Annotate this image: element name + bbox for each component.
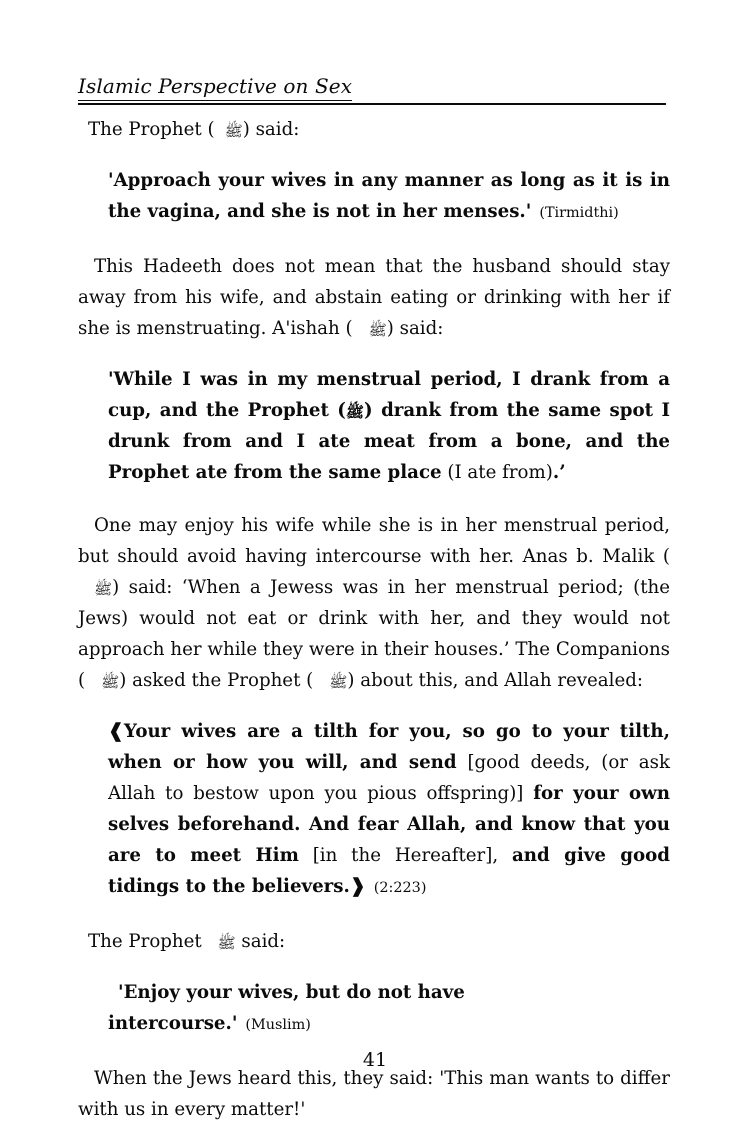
body-paragraph-2-part-d: ) about this, and Allah revealed: [347,670,644,691]
quran-verse-reference: (2:223) [373,880,427,896]
hadith-quote-2 [108,364,670,488]
page-number: 41 [362,1049,388,1071]
body-paragraph-2-part-c: ) asked the Prophet ( [119,670,314,691]
body-paragraph-2 [78,510,670,696]
hadith-quote-1-attribution: (Tirmidthi) [539,205,619,221]
lead-1-text-after: ) said: [242,119,300,140]
hadith-quote-1 [108,165,670,229]
hadith-quote-3-attribution: (Muslim) [245,1017,311,1033]
body-paragraph-2-part-a: One may enjoy his wife while she is in her menstrual period, but should avoid having intercourse with her. Anas b. Malik ( [78,515,670,567]
header-title: Islamic Perspective on Sex [78,74,352,101]
hadith-quote-2-part-b: ) drank from the same spot I drunk from and I ate meat from a bone, and the Prophet ate from the same place [108,400,670,483]
quran-open-bracket-icon: ❰ [108,720,124,742]
body-paragraph-1-part-b: ) said: [386,318,444,339]
salawat-icon: ﷺ [329,673,348,691]
body-paragraph-2-part-b: ) said: ‘When a Jewess was in her menstrual period; (the Jews) would not eat or drink with her, and they would not approach her while they were in their houses.’ The Companions ( [78,577,670,691]
lead-2-text-before: The Prophet [88,931,208,952]
salawat-icon: ﷺ [101,673,120,691]
salawat-icon: ﷺ [345,403,365,421]
lead-2-text-after: said: [235,931,286,952]
running-header [78,74,666,108]
quran-verse-bold-a: Your wives are a tilth for you, so go to your tilth, when or how you will, and send [108,721,670,773]
page-content [78,114,670,1125]
hadith-quote-3-text: 'Enjoy your wives, but do not have intercourse.' [108,982,465,1034]
salawat-icon: ﷺ [368,321,387,339]
quran-close-bracket-icon: ❱ [349,875,366,897]
lead-line-prophet-said-1 [78,114,670,145]
salawat-icon: ﷺ [94,580,113,598]
salawat-icon: ﷺ [217,934,236,952]
hadith-quote-2-part-a: 'While I was in my menstrual period, I drank from a cup, and the Prophet ( [108,369,670,421]
body-paragraph-3: When the Jews heard this, they said: 'This man wants to differ with us in every matter!' [78,1068,670,1120]
hadith-quote-2-part-c: .’ [552,462,566,483]
hadith-quote-1-text: 'Approach your wives in any manner as long as it is in the vagina, and she is not in her menses.' [108,170,670,222]
quran-verse-regular-b: [in the Hereafter], [298,845,512,866]
quran-verse-bold-c: and give good tidings to the believers. [108,845,670,897]
lead-line-prophet-said-2 [78,926,670,957]
quran-verse-block [108,716,670,904]
body-paragraph-1 [78,251,670,344]
hadith-quote-2-regular-insert: (I ate from) [441,462,553,483]
header-rule [78,103,666,105]
hadith-quote-3 [108,977,670,1041]
lead-1-text-before: The Prophet ( [88,119,215,140]
body-paragraph-1-part-a: This Hadeeth does not mean that the husband should stay away from his wife, and abstain eating or drinking with her if she is menstruating. A'ishah ( [78,256,670,339]
salawat-icon: ﷺ [224,122,243,140]
quran-verse-bold-b: for your own selves beforehand. And fear Allah, and know that you are to meet Him [108,783,671,866]
quran-verse-regular-a: [good deeds, (or ask Allah to bestow upon you pious offspring)] [108,752,670,804]
